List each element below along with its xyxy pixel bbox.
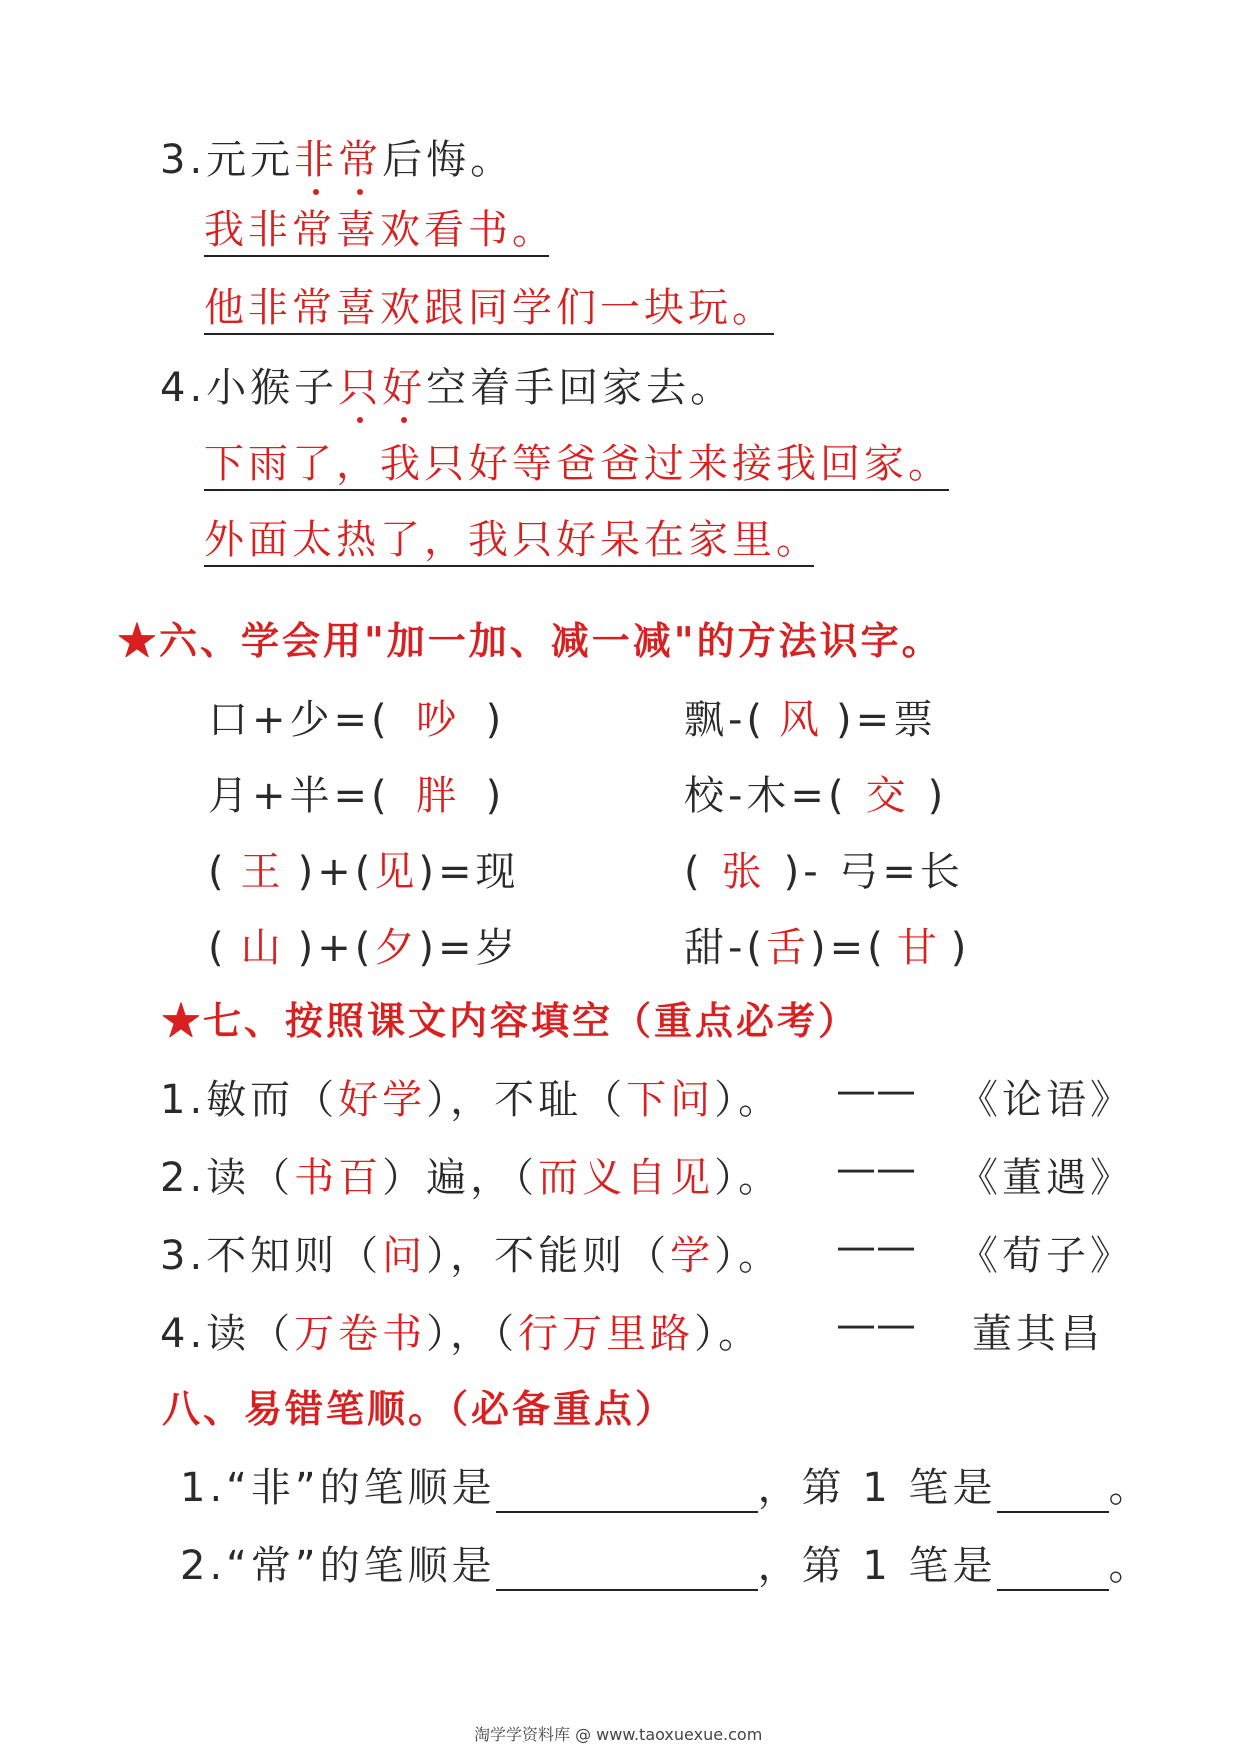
q4-answer-2: 外面太热了，我只好呆在家里。 (204, 508, 814, 567)
s6-right-3-result: )- 弓=长 (783, 849, 964, 895)
s8-2-stroke-order-blank[interactable] (496, 1549, 758, 1591)
s8-1-text: “非”的笔顺是 (226, 1465, 496, 1511)
s6-left-row-3 (208, 840, 519, 897)
s7-3-number: 3. (160, 1233, 207, 1279)
s6-left-1-close: ) (485, 697, 506, 743)
q3-answer-1: 我非常喜欢看书。 (204, 198, 549, 257)
q3-keyword-1: 非 (294, 137, 339, 183)
s7-4-text-3: ）。 (694, 1311, 763, 1357)
s6-right-4-answer-2: 甘 (896, 925, 941, 971)
s7-4-text-2: ），（ (426, 1311, 519, 1357)
s7-3-text-3: ）。 (714, 1233, 783, 1279)
s7-2-dash: —— (836, 1146, 916, 1192)
s7-4-source: 董其昌 (972, 1311, 1104, 1357)
section-7-title: ★七、按照课文内容填空（重点必考） (162, 998, 860, 1043)
s6-left-3-answer-2: 见 (374, 849, 419, 895)
s6-right-1-expr: 飘-( (684, 697, 767, 743)
section-6-title: ★六、学会用"加一加、减一减"的方法识字。 (118, 618, 943, 663)
s6-left-1-expr: 口+少=( (208, 697, 391, 743)
s8-2-number: 2. (180, 1543, 227, 1589)
s6-left-2-close: ) (485, 773, 506, 819)
s7-1-number: 1. (160, 1077, 207, 1123)
s6-left-2-answer: 胖 (416, 773, 461, 819)
s7-3-answer-2: 学 (670, 1233, 715, 1279)
q3-sentence-post: 后悔。 (382, 137, 515, 183)
s7-3-dash: —— (836, 1224, 916, 1270)
s7-1-text-1: 敏而（ (206, 1077, 339, 1123)
s7-3-text-2: ），不能则（ (426, 1233, 671, 1279)
s8-item-1 (180, 1456, 1153, 1513)
s6-left-4-answer-2: 夕 (374, 925, 419, 971)
s6-left-3-mid: )+( (297, 849, 375, 895)
s7-4-answer-1: 万卷书 (294, 1311, 427, 1357)
q3-sentence-pre: 元元 (206, 137, 295, 183)
s7-2-source: 《董遇》 (958, 1155, 1134, 1201)
s7-1-source: 《论语》 (958, 1077, 1134, 1123)
s6-right-4-close: ) (950, 925, 971, 971)
q3-answer-2: 他非常喜欢跟同学们一块玩。 (204, 276, 774, 335)
s6-left-row-1 (208, 688, 505, 745)
footer-watermark: 淘学学资料库 @ www.taoxuexue.com (474, 1725, 763, 1744)
s6-left-4-result: )=岁 (418, 925, 520, 971)
s8-1-stroke-order-blank[interactable] (496, 1471, 758, 1513)
q4-sentence-post: 空着手回家去。 (426, 365, 735, 411)
section-8-title: 八、易错笔顺。（必备重点） (162, 1386, 677, 1431)
s6-right-2-expr: 校-木=( (684, 773, 848, 819)
s6-right-3-answer: 张 (721, 849, 766, 895)
s7-4-number: 4. (160, 1311, 207, 1357)
s7-3-source: 《荀子》 (958, 1233, 1134, 1279)
s7-2-answer-2: 而义自见 (538, 1155, 715, 1201)
s6-left-4-mid: )+( (297, 925, 375, 971)
s7-item-1 (160, 1068, 782, 1125)
s8-1-end: 。 (1108, 1465, 1153, 1511)
s6-right-4-mid: )=( (810, 925, 887, 971)
s7-2-text-1: 读（ (206, 1155, 295, 1201)
s6-left-3-open: ( (208, 849, 228, 895)
s6-right-2-answer: 交 (865, 773, 910, 819)
s8-1-number: 1. (180, 1465, 227, 1511)
s7-3-answer-1: 问 (382, 1233, 427, 1279)
q4-sentence-pre: 小猴子 (206, 365, 339, 411)
q4-answer-1: 下雨了，我只好等爸爸过来接我回家。 (204, 432, 949, 491)
s6-right-4-answer-1: 舌 (766, 925, 811, 971)
s6-right-1-result: )=票 (836, 697, 938, 743)
s6-right-row-4 (684, 916, 970, 973)
s6-left-row-4 (208, 916, 519, 973)
s7-2-text-3: ）。 (714, 1155, 783, 1201)
s7-item-3 (160, 1224, 782, 1281)
s8-2-text: “常”的笔顺是 (226, 1543, 496, 1589)
s6-right-2-close: ) (927, 773, 948, 819)
s8-2-mid: ，第 1 笔是 (757, 1543, 997, 1589)
s7-3-text-1: 不知则（ (206, 1233, 383, 1279)
q4-keyword-1: 只 (338, 365, 383, 411)
s7-1-text-3: ）。 (714, 1077, 783, 1123)
s8-2-end: 。 (1108, 1543, 1153, 1589)
s7-1-answer-2: 下问 (626, 1077, 715, 1123)
s7-4-dash: —— (836, 1302, 916, 1348)
q4-sentence (160, 356, 734, 413)
s8-1-mid: ，第 1 笔是 (757, 1465, 997, 1511)
s7-4-text-1: 读（ (206, 1311, 295, 1357)
s6-right-row-3 (684, 840, 964, 897)
s7-1-answer-1: 好学 (338, 1077, 427, 1123)
s6-right-3-open: ( (684, 849, 704, 895)
s6-left-4-open: ( (208, 925, 228, 971)
s8-1-first-stroke-blank[interactable] (997, 1471, 1109, 1513)
s6-right-row-2 (684, 764, 947, 821)
s6-left-3-result: )=现 (418, 849, 520, 895)
s7-4-answer-2: 行万里路 (518, 1311, 695, 1357)
s8-2-first-stroke-blank[interactable] (997, 1549, 1109, 1591)
q3-number: 3. (160, 137, 207, 183)
q3-sentence (160, 128, 514, 185)
s7-item-4 (160, 1302, 762, 1359)
s8-item-2 (180, 1534, 1153, 1591)
s6-right-row-1 (684, 688, 937, 745)
s6-right-1-answer: 风 (779, 697, 824, 743)
s6-left-row-2 (208, 764, 505, 821)
s7-1-dash: —— (836, 1068, 916, 1114)
s6-left-1-answer: 吵 (416, 697, 461, 743)
q4-keyword-2: 好 (382, 365, 427, 411)
q4-number: 4. (160, 365, 207, 411)
q3-keyword-2: 常 (338, 137, 383, 183)
s6-left-4-answer-1: 山 (240, 925, 285, 971)
s6-right-4-expr: 甜-( (684, 925, 767, 971)
s7-2-answer-1: 书百 (294, 1155, 383, 1201)
s7-item-2 (160, 1146, 782, 1203)
s7-1-text-2: ），不耻（ (426, 1077, 627, 1123)
s6-left-2-expr: 月+半=( (208, 773, 391, 819)
s6-left-3-answer-1: 王 (240, 849, 285, 895)
s7-2-text-2: ）遍，（ (382, 1155, 539, 1201)
s7-2-number: 2. (160, 1155, 207, 1201)
